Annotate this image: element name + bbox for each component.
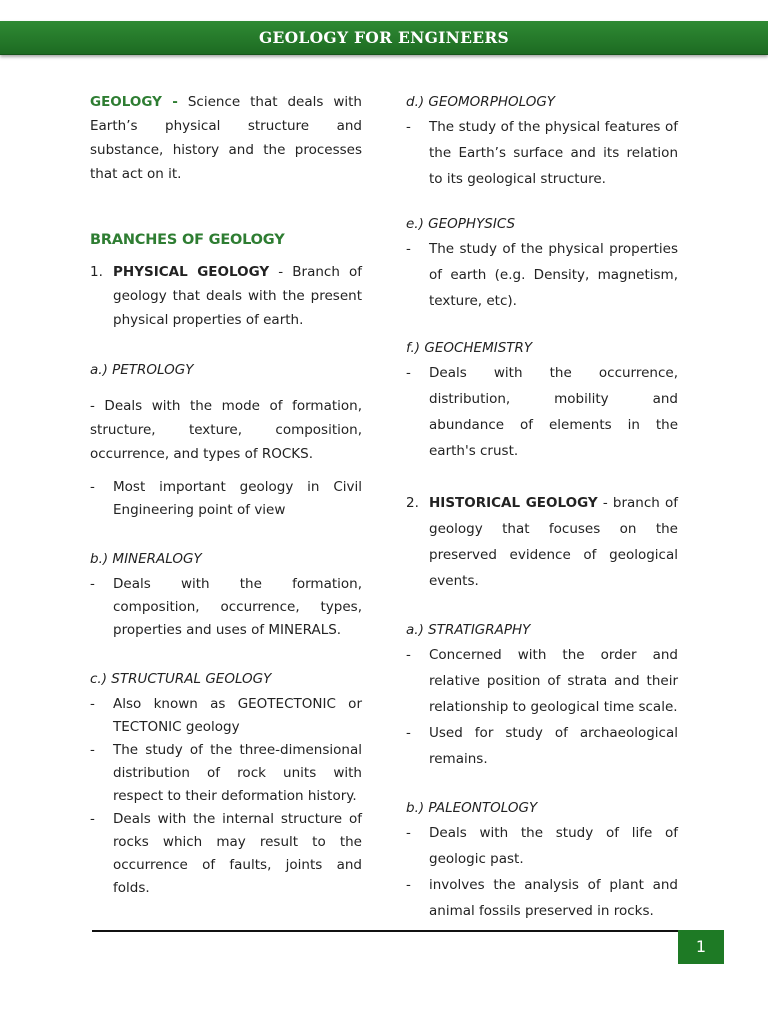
left-column [90,90,362,900]
paleontology-bullet-1: Deals with the study of life of geologic past. [429,825,678,867]
item-number: 2. [406,495,419,511]
list-item [406,872,678,924]
petrology-text: - Deals with the mode of formation, structure, texture, composition, occurrence, and types of ROCKS. [90,398,362,462]
list-item [406,642,678,720]
list-item [90,476,362,522]
list-item [90,808,362,900]
geology-term: GEOLOGY - [90,94,178,110]
stratigraphy-bullet-2: Used for study of archaeological remains. [429,725,678,767]
header-bar [0,21,768,55]
list-item [406,360,678,464]
list-item [90,573,362,642]
stratigraphy-bullet-1: Concerned with the order and relative position of strata and their relationship to geological time scale. [429,647,678,715]
paleontology-bullet-2: involves the analysis of plant and animal fossils preserved in rocks. [429,877,678,919]
list-item [406,236,678,314]
geomorphology-bullet: The study of the physical features of the Earth’s surface and its relation to its geological structure. [429,119,678,187]
geophysics-title: e.) GEOPHYSICS [406,216,516,232]
list-item [90,693,362,739]
historical-geology-item [406,490,678,594]
structural-bullet-1: Also known as GEOTECTONIC or TECTONIC geology [113,696,362,735]
structural-bullet-3: Deals with the internal structure of rocks which may result to the occurrence of faults, joints and folds. [113,811,362,896]
dash-bullet: - [90,742,95,758]
dash-bullet: - [406,725,411,741]
petrology-bullet: Most important geology in Civil Engineering point of view [113,479,362,518]
historical-geology-title: HISTORICAL GEOLOGY [429,495,598,511]
dash-bullet: - [90,696,95,712]
dash-bullet: - [90,576,95,592]
page-title: GEOLOGY FOR ENGINEERS [258,28,510,47]
paleontology-title: b.) PALEONTOLOGY [406,800,538,816]
structural-geology-title: c.) STRUCTURAL GEOLOGY [90,671,272,687]
geochemistry-title: f.) GEOCHEMISTRY [406,340,533,356]
geology-definition [90,90,362,186]
dash-bullet: - [90,479,95,495]
footer-divider [92,930,678,932]
right-column [406,90,678,924]
mineralogy-bullet: Deals with the formation, composition, occurrence, types, properties and uses of MINERALS. [113,576,362,638]
dash-bullet: - [406,119,411,135]
dash-bullet: - [406,877,411,893]
stratigraphy-title: a.) STRATIGRAPHY [406,622,531,638]
list-item [406,114,678,192]
list-item [406,820,678,872]
branches-heading: BRANCHES OF GEOLOGY [90,232,285,248]
item-number: 1. [90,264,103,280]
structural-bullet-2: The study of the three-dimensional distribution of rock units with respect to their deformation history. [113,742,362,804]
physical-geology-title: PHYSICAL GEOLOGY [113,264,270,280]
physical-geology-text: - Branch of geology that deals with the present physical properties of earth. [113,264,362,328]
geomorphology-title: d.) GEOMORPHOLOGY [406,94,556,110]
dash-bullet: - [90,811,95,827]
dash-bullet: - [406,647,411,663]
physical-geology-item [90,260,362,332]
dash-bullet: - [406,365,411,381]
geochemistry-bullet: Deals with the occurrence, distribution, mobility and abundance of elements in the earth's crust. [429,365,678,459]
petrology-title: a.) PETROLOGY [90,362,194,378]
list-item [90,739,362,808]
mineralogy-title: b.) MINERALOGY [90,551,202,567]
dash-bullet: - [406,825,411,841]
page-number: 1 [678,930,724,964]
geophysics-bullet: The study of the physical properties of earth (e.g. Density, magnetism, texture, etc). [429,241,678,309]
historical-geology-text: - branch of geology that focuses on the preserved evidence of geological events. [429,495,678,589]
geology-definition-text: Science that deals with Earth’s physical structure and substance, history and the processes that act on it. [90,94,362,182]
list-item [406,720,678,772]
dash-bullet: - [406,241,411,257]
